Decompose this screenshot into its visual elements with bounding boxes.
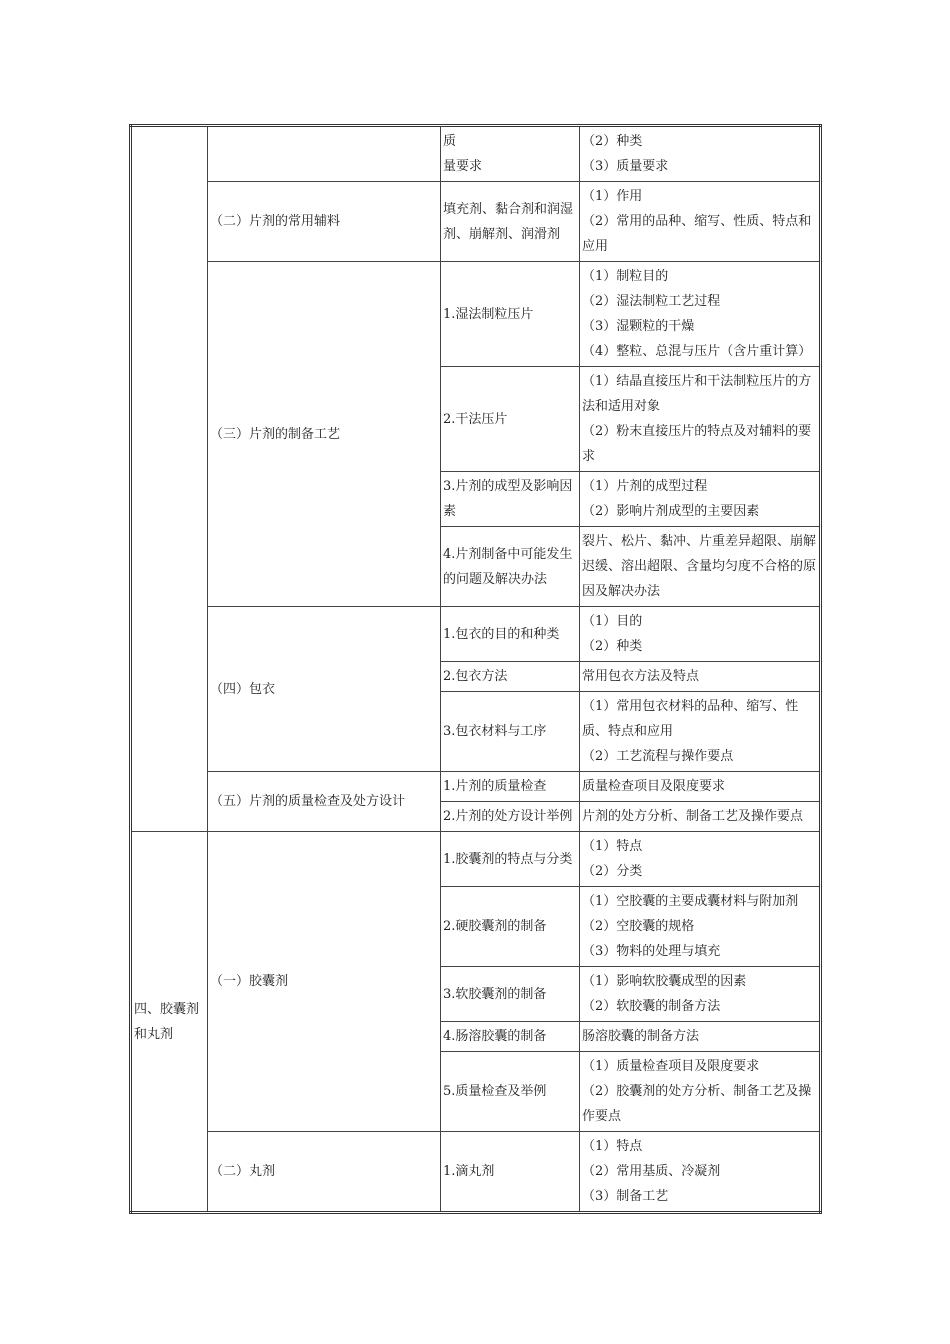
requirement-item: （1）质量检查项目及限度要求 — [582, 1059, 760, 1074]
requirement-item: 片剂的处方分析、制备工艺及操作要点 — [582, 809, 804, 824]
requirement-cell — [580, 367, 821, 472]
table-row — [131, 262, 821, 367]
table-row — [131, 832, 821, 887]
element-cell — [441, 772, 580, 802]
subunit-cell: （五）片剂的质量检查及处方设计 — [208, 772, 441, 832]
element-text: 1.滴丸剂 — [443, 1164, 495, 1179]
requirement-cell — [580, 126, 821, 182]
requirement-item: （2）分类 — [582, 864, 643, 879]
subunit-cell: （一）胶囊剂 — [208, 832, 441, 1132]
subunit-cell: （三）片剂的制备工艺 — [208, 262, 441, 607]
requirement-item: 裂片、松片、黏冲、片重差异超限、崩解迟缓、溶出超限、含量均匀度不合格的原因及解决办法 — [582, 534, 817, 599]
requirement-item: （2）空胶囊的规格 — [582, 919, 695, 934]
requirement-cell — [580, 662, 821, 692]
requirement-cell — [580, 967, 821, 1022]
requirement-cell — [580, 772, 821, 802]
element-cell — [441, 367, 580, 472]
requirement-item: （3）制备工艺 — [582, 1189, 669, 1204]
element-text: 4.片剂制备中可能发生的问题及解决办法 — [443, 546, 573, 587]
element-text: 3.片剂的成型及影响因素 — [443, 479, 573, 519]
requirement-item: （2）湿法制粒工艺过程 — [582, 294, 721, 309]
requirement-cell — [580, 182, 821, 262]
element-cell — [441, 262, 580, 367]
requirement-item: （2）影响片剂成型的主要因素 — [582, 504, 760, 519]
subunit-cell: （二）片剂的常用辅料 — [208, 182, 441, 262]
requirement-cell — [580, 1052, 821, 1132]
element-text: 质 — [443, 134, 457, 149]
syllabus-table — [129, 124, 822, 1214]
requirement-cell — [580, 1022, 821, 1052]
element-cell — [441, 527, 580, 607]
requirement-item: （1）目的 — [582, 614, 643, 629]
element-cell — [441, 802, 580, 832]
requirement-cell — [580, 832, 821, 887]
requirement-item: （2）种类 — [582, 639, 643, 654]
element-cell — [441, 182, 580, 262]
subunit-cell: （二）丸剂 — [208, 1132, 441, 1213]
element-cell — [441, 662, 580, 692]
requirement-item: （2）常用基质、冷凝剂 — [582, 1164, 721, 1179]
requirement-item: （3）湿颗粒的干燥 — [582, 319, 695, 334]
element-text: 1.片剂的质量检查 — [443, 779, 547, 794]
element-text: 2.干法压片 — [443, 411, 508, 427]
requirement-item: （1）影响软胶囊成型的因素 — [582, 974, 747, 989]
element-text: 1.胶囊剂的特点与分类 — [443, 851, 573, 867]
requirement-item: （4）整粒、总混与压片（含片重计算） — [582, 344, 812, 359]
table-row — [131, 772, 821, 802]
requirement-item: （3）物料的处理与填充 — [582, 944, 721, 959]
unit-cell: 四、胶囊剂和丸剂 — [131, 832, 208, 1213]
element-cell — [441, 1022, 580, 1052]
element-text: 3.包衣材料与工序 — [443, 724, 547, 739]
element-cell — [441, 1132, 580, 1213]
requirement-item: （1）制粒目的 — [582, 269, 669, 284]
element-text: 5.质量检查及举例 — [443, 1084, 547, 1099]
requirement-item: （1）空胶囊的主要成囊材料与附加剂 — [582, 894, 799, 909]
requirement-cell — [580, 607, 821, 662]
element-text: 量要求 — [443, 159, 483, 174]
requirement-cell — [580, 887, 821, 967]
element-text: 1.湿法制粒压片 — [443, 306, 534, 322]
requirement-cell — [580, 692, 821, 772]
syllabus-table-body — [131, 126, 821, 1213]
requirement-item: （1）特点 — [582, 839, 643, 854]
table-row — [131, 126, 821, 182]
requirement-item: （2）种类 — [582, 134, 643, 149]
requirement-item: （3）质量要求 — [582, 159, 669, 174]
requirement-item: （1）特点 — [582, 1139, 643, 1154]
requirement-item: （2）粉末直接压片的特点及对辅料的要求 — [582, 424, 812, 464]
requirement-cell — [580, 802, 821, 832]
subunit-cell — [208, 126, 441, 182]
element-text: 3.软胶囊剂的制备 — [443, 986, 547, 1002]
element-text: 2.片剂的处方设计举例 — [443, 809, 573, 824]
element-cell — [441, 832, 580, 887]
subunit-cell: （四）包衣 — [208, 607, 441, 772]
element-cell — [441, 887, 580, 967]
requirement-item: （2）软胶囊的制备方法 — [582, 999, 721, 1014]
requirement-item: 肠溶胶囊的制备方法 — [582, 1029, 700, 1044]
requirement-item: （2）常用的品种、缩写、性质、特点和应用 — [582, 214, 812, 254]
element-text: 4.肠溶胶囊的制备 — [443, 1029, 547, 1044]
requirement-cell — [580, 472, 821, 527]
requirement-item: （1）片剂的成型过程 — [582, 479, 708, 494]
requirement-item: （1）作用 — [582, 189, 643, 204]
requirement-item: （1）结晶直接压片和干法制粒压片的方法和适用对象 — [582, 374, 812, 414]
element-text: 填充剂、黏合剂和润湿剂、崩解剂、润滑剂 — [443, 201, 574, 242]
element-text: 2.硬胶囊剂的制备 — [443, 919, 547, 934]
requirement-cell — [580, 1132, 821, 1213]
requirement-item: 常用包衣方法及特点 — [582, 669, 700, 684]
element-text: 1.包衣的目的和种类 — [443, 626, 560, 642]
requirement-item: （2）工艺流程与操作要点 — [582, 749, 734, 764]
requirement-cell — [580, 527, 821, 607]
requirement-item: （1）常用包衣材料的品种、缩写、性质、特点和应用 — [582, 699, 799, 739]
element-cell — [441, 692, 580, 772]
element-cell — [441, 967, 580, 1022]
element-cell — [441, 1052, 580, 1132]
table-row — [131, 182, 821, 262]
requirement-item: （2）胶囊剂的处方分析、制备工艺及操作要点 — [582, 1084, 812, 1124]
requirement-cell — [580, 262, 821, 367]
element-cell — [441, 126, 580, 182]
element-cell — [441, 607, 580, 662]
table-row — [131, 1132, 821, 1213]
element-cell — [441, 472, 580, 527]
element-text: 2.包衣方法 — [443, 669, 508, 684]
unit-cell — [131, 126, 208, 832]
table-row — [131, 607, 821, 662]
requirement-item: 质量检查项目及限度要求 — [582, 779, 726, 794]
